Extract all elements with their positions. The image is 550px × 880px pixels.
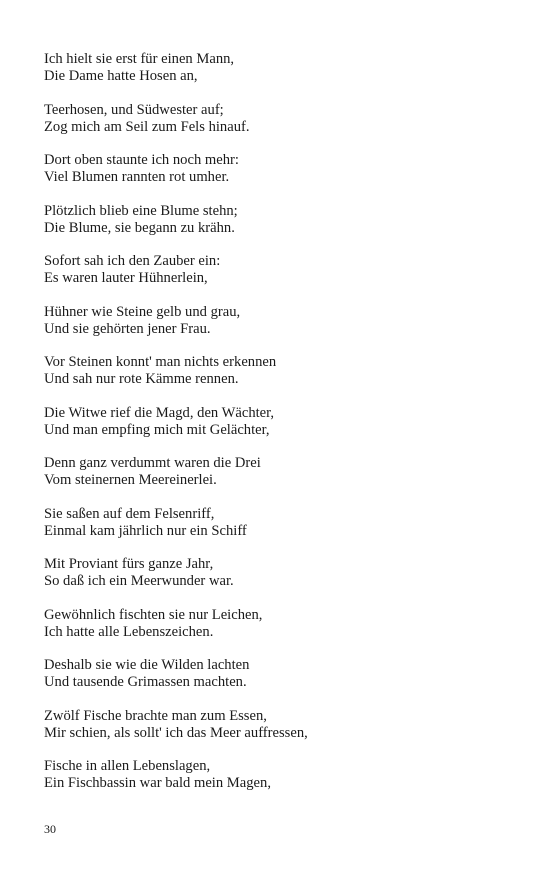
verse-line: Gewöhnlich fischten sie nur Leichen, <box>44 606 263 623</box>
verse-line: Denn ganz verdummt waren die Drei <box>44 455 261 471</box>
verse-line: Sofort sah ich den Zauber ein: <box>44 253 221 269</box>
stanza <box>44 455 524 489</box>
stanza <box>44 506 524 540</box>
verse-line: Ich hatte alle Lebenszeichen. <box>44 623 214 640</box>
verse-line: Mit Proviant fürs ganze Jahr, <box>44 556 214 572</box>
verse-line: Deshalb sie wie die Wilden lachten <box>44 657 250 673</box>
verse-line: Und sie gehörten jener Frau. <box>44 320 211 337</box>
verse-line: Die Dame hatte Hosen an, <box>44 68 198 84</box>
verse-line: Vom steinernen Meereinerlei. <box>44 472 217 488</box>
page-number: 30 <box>44 822 56 836</box>
verse-line: Viel Blumen rannten rot umher. <box>44 169 230 185</box>
verse-line: Und tausende Grimassen machten. <box>44 674 247 690</box>
verse-line: Teerhosen, und Südwester auf; <box>44 101 224 118</box>
stanza <box>44 556 524 590</box>
stanza <box>44 102 524 136</box>
verse-line: Plötzlich blieb eine Blume stehn; <box>44 202 238 219</box>
stanza <box>44 203 524 237</box>
verse-line: Zwölf Fische brachte man zum Essen, <box>44 707 267 724</box>
verse-line: Einmal kam jährlich nur ein Schiff <box>44 522 247 539</box>
verse-line: Hühner wie Steine gelb und grau, <box>44 303 241 320</box>
verse-line: Die Witwe rief die Magd, den Wächter, <box>44 404 275 421</box>
verse-line: Mir schien, als sollt' ich das Meer auffressen, <box>44 724 308 741</box>
stanza <box>44 51 524 85</box>
poem-text <box>44 51 524 809</box>
verse-line: Ich hielt sie erst für einen Mann, <box>44 51 235 67</box>
verse-line: Ein Fischbassin war bald mein Magen, <box>44 775 271 791</box>
verse-line: Zog mich am Seil zum Fels hinauf. <box>44 118 250 135</box>
verse-line: Fische in allen Lebenslagen, <box>44 758 211 774</box>
verse-line: Dort oben staunte ich noch mehr: <box>44 152 239 168</box>
stanza <box>44 607 524 641</box>
verse-line: Sie saßen auf dem Felsenriff, <box>44 505 215 522</box>
stanza <box>44 758 524 792</box>
stanza <box>44 304 524 338</box>
verse-line: Vor Steinen konnt' man nichts erkennen <box>44 354 277 370</box>
stanza <box>44 152 524 186</box>
stanza <box>44 253 524 287</box>
stanza <box>44 405 524 439</box>
verse-line: Und sah nur rote Kämme rennen. <box>44 371 239 387</box>
stanza <box>44 657 524 691</box>
verse-line: Die Blume, sie begann zu krähn. <box>44 219 235 236</box>
stanza <box>44 708 524 742</box>
verse-line: Es waren lauter Hühnerlein, <box>44 270 208 286</box>
stanza <box>44 354 524 388</box>
verse-line: Und man empfing mich mit Gelächter, <box>44 421 270 438</box>
verse-line: So daß ich ein Meerwunder war. <box>44 573 234 589</box>
